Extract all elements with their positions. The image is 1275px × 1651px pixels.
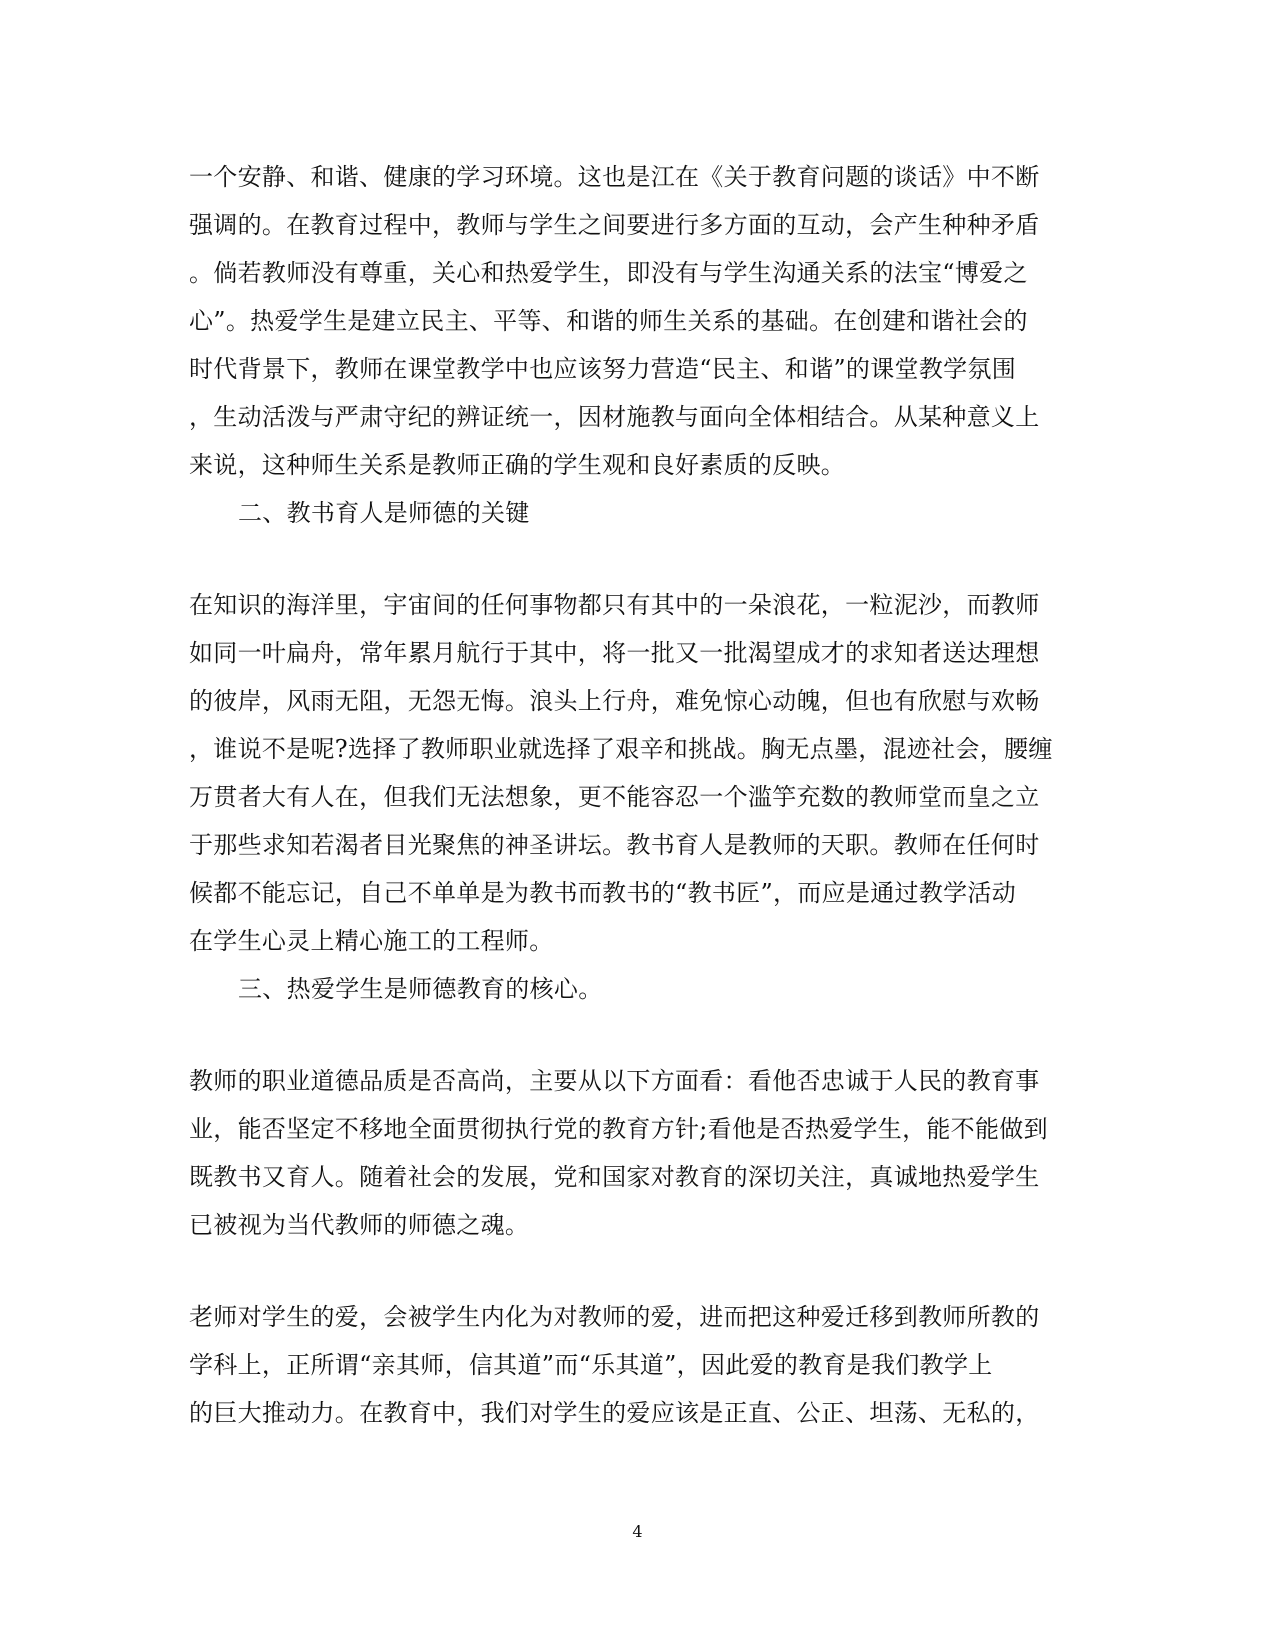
section-heading-3: 三、热爱学生是师德教育的核心。 (238, 975, 603, 1003)
text-line: 万贯者大有人在，但我们无法想象，更不能容忍一个滥竽充数的教师堂而皇之立 (189, 783, 1040, 811)
text-line: 教师的职业道德品质是否高尚，主要从以下方面看：看他否忠诚于人民的教育事 (189, 1067, 1040, 1095)
text-line: 的彼岸，风雨无阻，无怨无悔。浪头上行舟，难免惊心动魄，但也有欣慰与欢畅 (189, 687, 1040, 715)
page-number: 4 (632, 1522, 643, 1541)
text-line: ，谁说不是呢?选择了教师职业就选择了艰辛和挑战。胸无点墨，混迹社会，腰缠 (189, 735, 1053, 763)
text-line: 老师对学生的爱，会被学生内化为对教师的爱，进而把这种爱迁移到教师所教的 (189, 1303, 1040, 1331)
text-line: 于那些求知若渴者目光聚焦的神圣讲坛。教书育人是教师的天职。教师在任何时 (189, 831, 1040, 859)
text-line: 候都不能忘记，自己不单单是为教书而教书的“教书匠”，而应是通过教学活动 (189, 879, 1017, 907)
text-line: 的巨大推动力。在教育中，我们对学生的爱应该是正直、公正、坦荡、无私的， (189, 1399, 1040, 1427)
text-line: 强调的。在教育过程中，教师与学生之间要进行多方面的互动，会产生种种矛盾 (189, 211, 1040, 239)
section-heading-2: 二、教书育人是师德的关键 (238, 499, 530, 527)
text-line: 学科上，正所谓“亲其师，信其道”而“乐其道”，因此爱的教育是我们教学上 (189, 1351, 993, 1379)
text-line: 如同一叶扁舟，常年累月航行于其中，将一批又一批渴望成才的求知者送达理想 (189, 639, 1040, 667)
text-line: 来说，这种师生关系是教师正确的学生观和良好素质的反映。 (189, 451, 846, 479)
text-line: 心”。热爱学生是建立民主、平等、和谐的师生关系的基础。在创建和谐社会的 (189, 307, 1028, 335)
text-line: 在学生心灵上精心施工的工程师。 (189, 927, 554, 955)
text-line: 一个安静、和谐、健康的学习环境。这也是江在《关于教育问题的谈话》中不断 (189, 163, 1040, 191)
text-line: 业，能否坚定不移地全面贯彻执行党的教育方针;看他是否热爱学生，能不能做到 (189, 1115, 1048, 1143)
text-line: 已被视为当代教师的师德之魂。 (189, 1211, 530, 1239)
text-line: 。倘若教师没有尊重，关心和热爱学生，即没有与学生沟通关系的法宝“博爱之 (189, 259, 1028, 287)
text-line: 在知识的海洋里，宇宙间的任何事物都只有其中的一朵浪花，一粒泥沙，而教师 (189, 591, 1040, 619)
text-line: ，生动活泼与严肃守纪的辨证统一，因材施教与面向全体相结合。从某种意义上 (189, 403, 1040, 431)
text-line: 时代背景下，教师在课堂教学中也应该努力营造“民主、和谐”的课堂教学氛围 (189, 355, 1017, 383)
text-line: 既教书又育人。随着社会的发展，党和国家对教育的深切关注，真诚地热爱学生 (189, 1163, 1040, 1191)
